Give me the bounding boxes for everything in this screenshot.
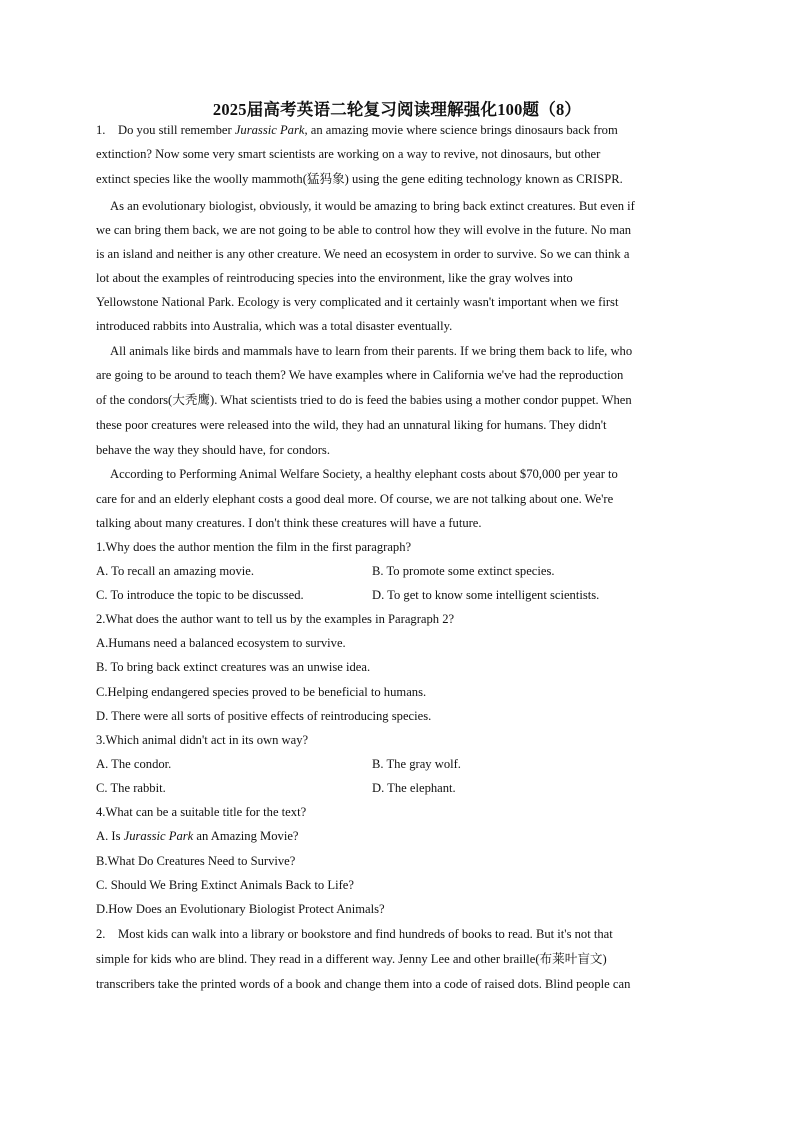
option-c: C. To introduce the topic to be discussed. [96, 588, 304, 602]
option-a: A. To recall an amazing movie. [96, 564, 254, 578]
option-b: B. To promote some extinct species. [372, 564, 555, 578]
passage1-line: extinct species like the woolly mammoth(猛犸象) using the gene editing technology known as CRISPR. [96, 172, 623, 186]
option-b: B. To bring back extinct creatures was an unwise idea. [96, 660, 371, 674]
passage-number: 1. [96, 123, 106, 137]
paragraph-line: Yellowstone National Park. Ecology is very complicated and it certainly wasn't important when we first [96, 295, 619, 309]
option-c: C. Should We Bring Extinct Animals Back to Life? [96, 878, 354, 892]
paragraph-line: According to Performing Animal Welfare Society, a healthy elephant costs about $70,000 per year to [110, 467, 618, 481]
question-stem: 2.What does the author want to tell us by the examples in Paragraph 2? [96, 612, 455, 626]
question-stem: 1.Why does the author mention the film in the first paragraph? [96, 540, 412, 554]
paragraph-line: As an evolutionary biologist, obviously, it would be amazing to bring back extinct creatures. But even if [110, 199, 635, 213]
text-span: an Amazing Movie? [193, 829, 299, 843]
paragraph-line: care for and an elderly elephant costs a good deal more. Of course, we are not talking about one. We're [96, 492, 614, 506]
question-stem: 4.What can be a suitable title for the text? [96, 805, 307, 819]
text-span: A. Is [96, 829, 124, 843]
passage2-line [96, 925, 613, 943]
question-stem: 3.Which animal didn't act in its own way? [96, 733, 309, 747]
option-d: D.How Does an Evolutionary Biologist Protect Animals? [96, 902, 385, 916]
paragraph-line: behave the way they should have, for condors. [96, 443, 330, 457]
paragraph-line: introduced rabbits into Australia, which was a total disaster eventually. [96, 319, 453, 333]
paragraph-line: are going to be around to teach them? We have examples where in California we've had the reproduction [96, 368, 624, 382]
text-span: , an amazing movie where science brings dinosaurs back from [304, 123, 618, 137]
passage1-line: extinction? Now some very smart scientists are working on a way to revive, not dinosaurs, but other [96, 147, 601, 161]
paragraph-line: talking about many creatures. I don't think these creatures will have a future. [96, 516, 482, 530]
option-d: D. To get to know some intelligent scientists. [372, 588, 600, 602]
passage-number: 2. [96, 927, 106, 941]
paragraph-line: these poor creatures were released into the wild, they had an unnatural liking for humans. They didn't [96, 418, 607, 432]
passage2-line: simple for kids who are blind. They read in a different way. Jenny Lee and other braille(布莱叶盲文) [96, 952, 607, 966]
text-span: Do you still remember [118, 123, 235, 137]
paragraph-line: All animals like birds and mammals have to learn from their parents. If we bring them back to life, who [110, 344, 633, 358]
text-span: Most kids can walk into a library or bookstore and find hundreds of books to read. But it's not that [118, 927, 613, 941]
option-a [96, 827, 299, 845]
option-b: B. The gray wolf. [372, 757, 461, 771]
passage1-line [96, 121, 618, 139]
option-b: B.What Do Creatures Need to Survive? [96, 854, 296, 868]
option-d: D. There were all sorts of positive effects of reintroducing species. [96, 709, 432, 723]
option-c: C.Helping endangered species proved to be beneficial to humans. [96, 685, 427, 699]
paragraph-line: of the condors(大秃鹰). What scientists tried to do is feed the babies using a mother condor puppet. When [96, 393, 632, 407]
paragraph-line: lot about the examples of reintroducing species into the environment, like the gray wolves into [96, 271, 573, 285]
passage2-line: transcribers take the printed words of a book and change them into a code of raised dots. Blind people can [96, 977, 631, 991]
document-title: 2025届高考英语二轮复习阅读理解强化100题（8） [212, 100, 582, 119]
option-c: C. The rabbit. [96, 781, 166, 795]
paragraph-line: is an island and neither is any other creature. We need an ecosystem in order to survive. So we can think a [96, 247, 630, 261]
film-title: Jurassic Park [234, 123, 305, 137]
option-a: A. The condor. [96, 757, 172, 771]
film-title: Jurassic Park [123, 829, 194, 843]
option-d: D. The elephant. [372, 781, 456, 795]
paragraph-line: we can bring them back, we are not going to be able to control how they will evolve in the future. No man [96, 223, 632, 237]
option-a: A.Humans need a balanced ecosystem to survive. [96, 636, 346, 650]
